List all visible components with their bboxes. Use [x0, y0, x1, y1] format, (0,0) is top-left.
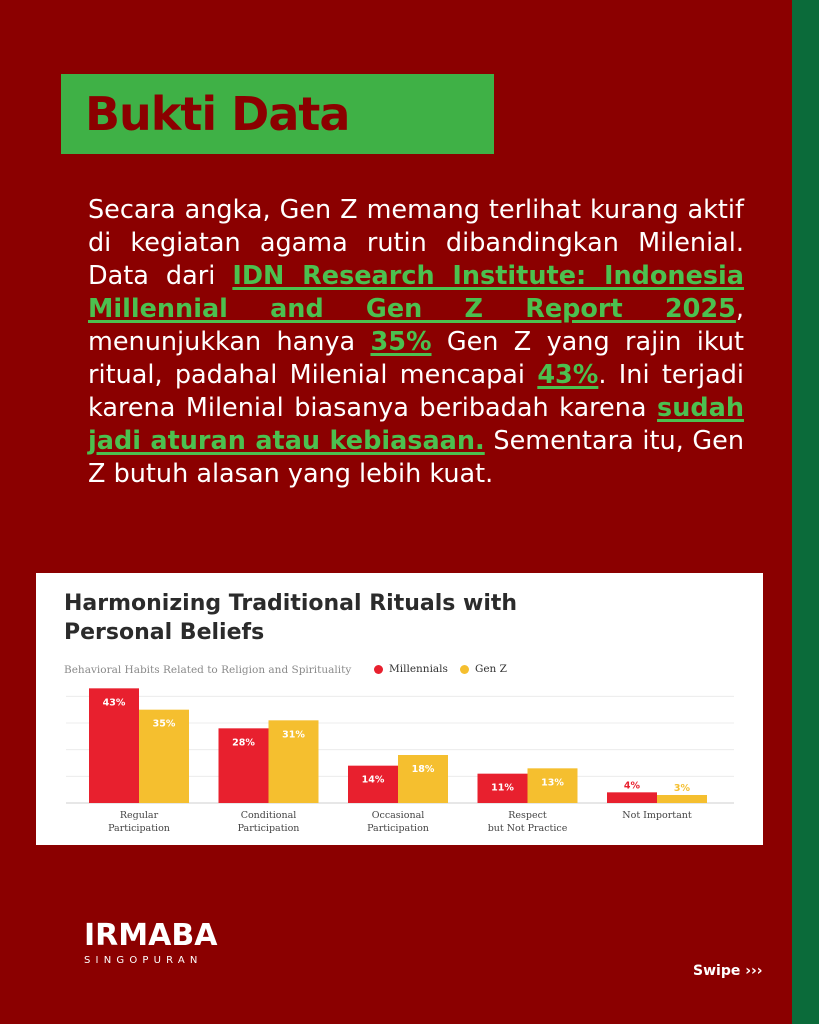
data-label-millennials-2: 14% [361, 774, 385, 786]
data-label-gen-z-1: 31% [282, 729, 305, 741]
legend-label-millennials: Millennials [389, 663, 448, 675]
legend-dot-genz [460, 665, 469, 674]
logo-sub-text: SINGOPURAN [84, 955, 203, 966]
title-banner [61, 74, 494, 154]
body-text-2: , menunjukkan hanya [88, 294, 744, 357]
legend-item-millennials [374, 663, 448, 675]
chart-subtitle: Behavioral Habits Related to Religion and Spirituality [64, 664, 352, 676]
category-label-1-1: Participation [237, 823, 300, 834]
data-label-millennials-1: 28% [232, 737, 255, 749]
swipe-hint[interactable]: Swipe ››› [693, 963, 763, 979]
data-label-millennials-0: 43% [102, 697, 126, 709]
millennial-percent-highlight: 43% [537, 360, 599, 390]
category-label-4-0: Not Important [622, 810, 692, 821]
legend-item-genz [460, 663, 507, 675]
genz-percent-highlight: 35% [370, 327, 432, 357]
body-text-5: Sementara itu, Gen Z butuh alasan yang lebih kuat. [88, 426, 745, 489]
logo-main-text: IRMABA [84, 918, 218, 953]
chart-title: Harmonizing Traditional Rituals with Personal Beliefs [64, 591, 518, 645]
data-label-gen-z-4: 3% [673, 783, 691, 794]
bar-millennials-4 [607, 792, 657, 803]
category-label-3-0: Respect [508, 810, 547, 821]
body-text-3: Gen Z yang rajin ikut ritual, padahal Milenial mencapai [88, 327, 744, 390]
category-label-2-0: Occasional [371, 810, 425, 821]
data-label-millennials-3: 11% [491, 782, 514, 794]
data-label-gen-z-0: 35% [152, 718, 176, 730]
category-label-0-0: Regular [119, 810, 159, 821]
body-paragraph [88, 194, 744, 491]
legend-dot-millennials [374, 665, 383, 674]
chart-legend [374, 663, 519, 675]
bar-gen-z-4 [657, 795, 707, 803]
side-stripe [792, 0, 819, 1024]
bar-gen-z-2 [398, 755, 448, 803]
source-highlight: IDN Research Institute: Indonesia Millennial and Gen Z Report 2025 [88, 261, 744, 324]
irmaba-logo [84, 920, 217, 968]
category-label-0-1: Participation [108, 823, 170, 834]
legend-label-genz: Gen Z [474, 663, 507, 675]
habit-highlight: sudah jadi aturan atau kebiasaan. [88, 393, 744, 456]
page-title: Bukti Data [85, 87, 350, 141]
category-label-3-1: but Not Practice [487, 823, 568, 834]
body-text-1: Secara angka, Gen Z memang terlihat kurang aktif di kegiatan agama rutin dibandingkan Milenial. Data dari [88, 195, 744, 291]
category-label-1-0: Conditional [240, 810, 297, 821]
body-text-4: . Ini terjadi karena Milenial biasanya beribadah karena [88, 360, 744, 423]
data-label-millennials-4: 4% [623, 780, 641, 792]
data-label-gen-z-2: 18% [411, 764, 435, 775]
chart-card [36, 573, 763, 845]
category-label-2-1: Participation [367, 823, 429, 834]
data-label-gen-z-3: 13% [541, 777, 564, 789]
